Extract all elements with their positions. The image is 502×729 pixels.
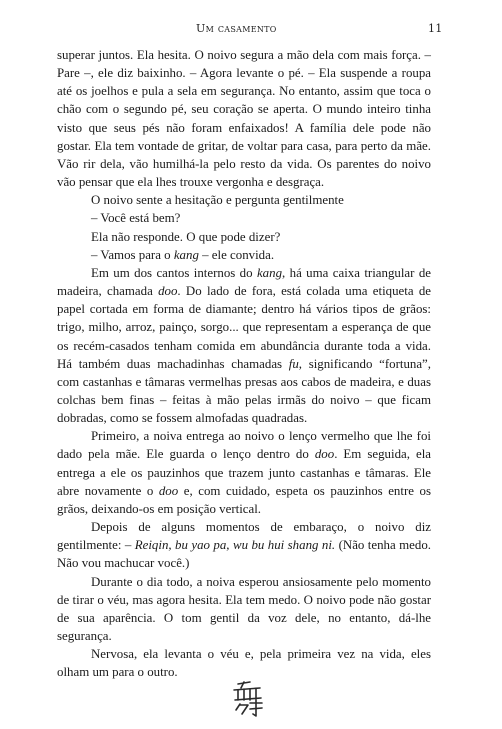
text-run: , há uma caixa triangular de madeira, chamada	[57, 265, 431, 299]
paragraph	[57, 228, 431, 246]
chinese-character-ornament-icon	[228, 680, 268, 718]
italic-text: kang	[256, 265, 283, 280]
body-text	[57, 46, 431, 681]
text-run: – Vamos para o	[91, 247, 174, 262]
paragraph	[57, 209, 431, 227]
page-number: 11	[428, 22, 443, 35]
text-run: Primeiro, a noiva entrega ao noivo o lenço vermelho que lhe foi dado pela mãe. Ele guarda o lenço dentro do	[57, 429, 431, 462]
text-run: Ela não responde. O que pode dizer?	[91, 229, 281, 244]
paragraph	[57, 573, 431, 646]
text-run: . Do lado de fora, está colada uma etiqueta de papel cortada em forma de diamante; dentro há vários tipos de grãos: trigo, milho, arroz, painço, sorgo... que representam a esperança de que os recém-casados tenham comida em abundância durante toda a vida. Há também duas machadinhas chamadas	[57, 284, 431, 371]
italic-text: Reiqin, bu yao pa, wu bu hui shang ni.	[134, 538, 336, 553]
paragraph	[57, 246, 431, 264]
italic-text: doo	[314, 447, 335, 462]
italic-text: fu	[288, 356, 299, 371]
running-title: Um casamento	[196, 22, 277, 35]
paragraph	[57, 191, 431, 209]
paragraph	[57, 518, 431, 572]
text-run: Nervosa, ela levanta o véu e, pela primeira vez na vida, eles olham um para o outro.	[57, 647, 431, 680]
paragraph	[57, 427, 431, 518]
italic-text: doo	[158, 284, 178, 299]
italic-text: kang	[173, 247, 199, 262]
text-run: , significando “fortuna”, com castanhas e tâmaras vermelhas presas aos cabos de madeira, e duas colchas bem finas – feitas à mão pelas irmãs do noivo – que ficam dobradas, como se fossem almofadas quadradas.	[57, 356, 431, 426]
paragraph	[57, 46, 431, 191]
italic-text: doo	[158, 483, 179, 498]
text-run: – Você está bem?	[91, 211, 181, 226]
text-run: – ele convida.	[198, 247, 275, 262]
text-run: Depois de alguns momentos de embaraço, o noivo diz gentilmente: –	[57, 520, 431, 553]
text-run: (Não tenha medo. Não vou machucar você.)	[57, 538, 431, 571]
paragraph	[57, 645, 431, 681]
paragraph	[57, 264, 431, 427]
text-run: e, com cuidado, espeta os pauzinhos entre os grãos, deixando-os em posição vertical.	[57, 483, 431, 516]
text-run: superar juntos. Ela hesita. O noivo segura a mão dela com mais força. – Pare –, ele diz baixinho. – Agora levante o pé. – Ela suspende a roupa até os joelhos e pula a sela em segurança. No entanto, assim que toca o chão com o segundo pé, seu coração se aperta. O mundo inteiro tinha visto que seus pés não foram enfaixados! A família dele pode não gostar. Ela tem vontade de gritar, de voltar para casa, para perto da mãe. Vão rir dela, vão humilhá-la pelo resto da vida. Os parentes do noivo vão pensar que ela lhes trouxe vergonha e desgraça.	[57, 48, 431, 190]
text-run: O noivo sente a hesitação e pergunta gentilmente	[91, 193, 344, 208]
text-run: Durante o dia todo, a noiva esperou ansiosamente pelo momento de tirar o véu, mas agora hesita. Ela tem medo. O noivo pode não gostar de sua aparência. O tom gentil da voz dele, no entanto, dá-lhe segurança.	[57, 574, 431, 643]
text-run: Em um dos cantos internos do	[91, 265, 257, 280]
text-run: . Em seguida, ela entrega a ele os pauzinhos que trazem junto castanhas e tâmaras. Ele abre novamente o	[57, 447, 431, 498]
